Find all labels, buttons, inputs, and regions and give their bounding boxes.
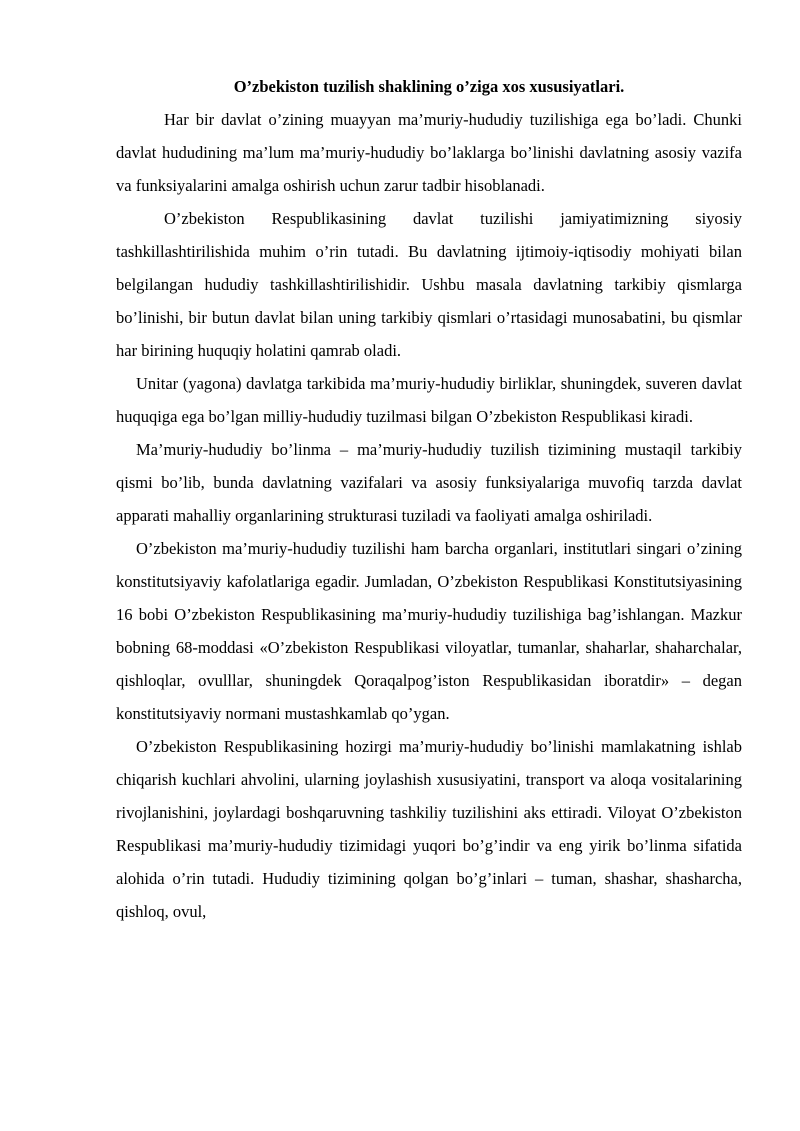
- paragraph-4: Ma’muriy-hududiy bo’linma – ma’muriy-hududiy tuzilish tizimining mustaqil tarkibiy qismi bo’lib, bunda davlatning vazifalari va asosiy funksiyalariga muvofiq tarzda davlat apparati mahalliy organlarining strukturasi tuziladi va faoliyati amalga oshiriladi.: [116, 440, 742, 525]
- paragraph-3: Unitar (yagona) davlatga tarkibida ma’muriy-hududiy birliklar, shuningdek, suveren davlat huquqiga ega bo’lgan milliy-hududiy tuzilmasi bilgan O’zbekiston Respublikasi kiradi.: [116, 374, 742, 426]
- paragraph-1: Har bir davlat o’zining muayyan ma’muriy-hududiy tuzilishiga ega bo’ladi. Chunki davlat hududining ma’lum ma’muriy-hududiy bo’laklarga bo’linishi davlatning asosiy vazifa va funksiyalarini amalga oshirish uchun zarur tadbir hisoblanadi.: [116, 110, 742, 195]
- document-page: [116, 70, 742, 928]
- paragraph-2: O’zbekiston Respublikasining davlat tuzilishi jamiyatimizning siyosiy tashkillashtirilishida muhim o’rin tutadi. Bu davlatning ijtimoiy-iqtisodiy mohiyati bilan belgilangan hududiy tashkillashtirilishidir. Ushbu masala davlatning tarkibiy qismlarga bo’linishi, bir butun davlat bilan uning tarkibiy qismlari o’rtasidagi munosabatini, bu qismlar har birining huquqiy holatini qamrab oladi.: [116, 209, 742, 360]
- document-title: O’zbekiston tuzilish shaklining o’ziga xos xususiyatlari.: [233, 77, 625, 96]
- paragraph-6: O’zbekiston Respublikasining hozirgi ma’muriy-hududiy bo’linishi mamlakatning ishlab chiqarish kuchlari ahvolini, ularning joylashish xususiyatini, transport va aloqa vositalarining rivojlanishini, joylardagi boshqaruvning tashkiliy tuzilishini aks ettiradi. Viloyat O’zbekiston Respublikasi ma’muriy-hududiy tizimidagi yuqori bo’g’indir va eng yirik bo’linma sifatida alohida o’rin tutadi. Hududiy tizimining qolgan bo’g’inlari – tuman, shashar, shasharcha, qishloq, ovul,: [116, 737, 742, 921]
- paragraph-5: O’zbekiston ma’muriy-hududiy tuzilishi ham barcha organlari, institutlari singari o’zining konstitutsiyaviy kafolatlariga egadir. Jumladan, O’zbekiston Respublikasi Konstitutsiyasining 16 bobi O’zbekiston Respublikasining ma’muriy-hududiy tuzilishiga bag’ishlangan. Mazkur bobning 68-moddasi «O’zbekiston Respublikasi viloyatlar, tumanlar, shaharlar, shaharchalar, qishloqlar, ovulllar, shuningdek Qoraqalpog’iston Respublikasidan iboratdir» – degan konstitutsiyaviy normani mustashkamlab qo’ygan.: [116, 539, 742, 723]
